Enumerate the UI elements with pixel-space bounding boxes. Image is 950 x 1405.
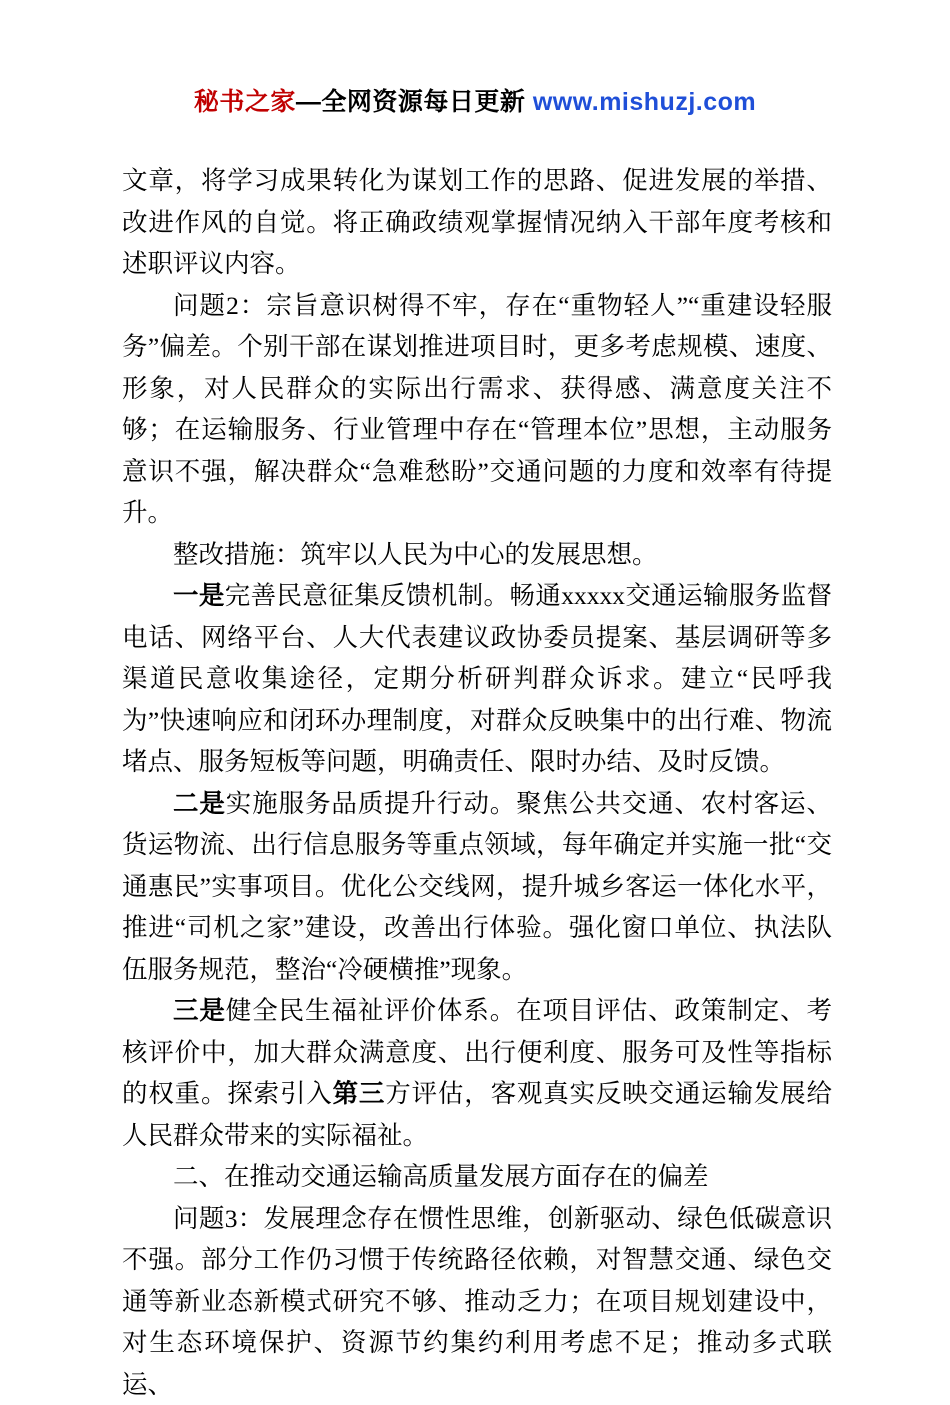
bold-run: 二是 [173, 789, 226, 818]
site-tagline: —全网资源每日更新 [296, 88, 533, 116]
text-run: 方评估，客观真实反映交通运输发展给人民群众带来的实际福祉。 [122, 1079, 832, 1150]
paragraph [122, 285, 832, 534]
paragraph [122, 160, 832, 285]
text-run: 健全民生福祉评价体系。在项目评估、政策制定、考核评价中，加大群众满意度、出行便利度、服务可及性等指标的权重。探索引入 [122, 996, 832, 1108]
paragraph [122, 1198, 832, 1405]
text-run: 二、在推动交通运输高质量发展方面存在的偏差 [173, 1162, 709, 1191]
bold-run: 三是 [173, 996, 226, 1025]
text-run: 完善民意征集反馈机制。畅通xxxxx交通运输服务监督电话、网络平台、人大代表建议政协委员提案、基层调研等多渠道民意收集途径，定期分析研判群众诉求。建立“民呼我为”快速响应和闭环办理制度，对群众反映集中的出行难、物流堵点、服务短板等问题，明确责任、限时办结、及时反馈。 [122, 581, 832, 776]
text-run: 实施服务品质提升行动。聚焦公共交通、农村客运、货运物流、出行信息服务等重点领域，每年确定并实施一批“交通惠民”实事项目。优化公交线网，提升城乡客运一体化水平，推进“司机之家”建设，改善出行体验。强化窗口单位、执法队伍服务规范，整治“冷硬横推”现象。 [122, 789, 832, 984]
bold-run: 第三 [333, 1079, 386, 1108]
paragraph [122, 1156, 832, 1198]
site-brand: 秘书之家 [194, 88, 296, 116]
paragraph [122, 534, 832, 576]
bold-run: 一是 [173, 581, 225, 610]
paragraph [122, 990, 832, 1156]
paragraph [122, 575, 832, 783]
text-run: 问题2：宗旨意识树得不牢，存在“重物轻人”“重建设轻服务”偏差。个别干部在谋划推进项目时，更多考虑规模、速度、形象，对人民群众的实际出行需求、获得感、满意度关注不够；在运输服务、行业管理中存在“管理本位”思想，主动服务意识不强，解决群众“急难愁盼”交通问题的力度和效率有待提升。 [122, 291, 832, 528]
paragraph [122, 783, 832, 991]
document-body [122, 160, 832, 1405]
text-run: 整改措施：筑牢以人民为中心的发展思想。 [173, 540, 658, 569]
site-watermark-header [0, 82, 950, 118]
text-run: 文章，将学习成果转化为谋划工作的思路、促进发展的举措、改进作风的自觉。将正确政绩观掌握情况纳入干部年度考核和述职评议内容。 [122, 166, 832, 278]
site-url: www.mishuzj.com [533, 88, 756, 116]
text-run: 问题3：发展理念存在惯性思维，创新驱动、绿色低碳意识不强。部分工作仍习惯于传统路径依赖，对智慧交通、绿色交通等新业态新模式研究不够、推动乏力；在项目规划建设中，对生态环境保护、资源节约集约利用考虑不足；推动多式联运、 [122, 1204, 832, 1399]
